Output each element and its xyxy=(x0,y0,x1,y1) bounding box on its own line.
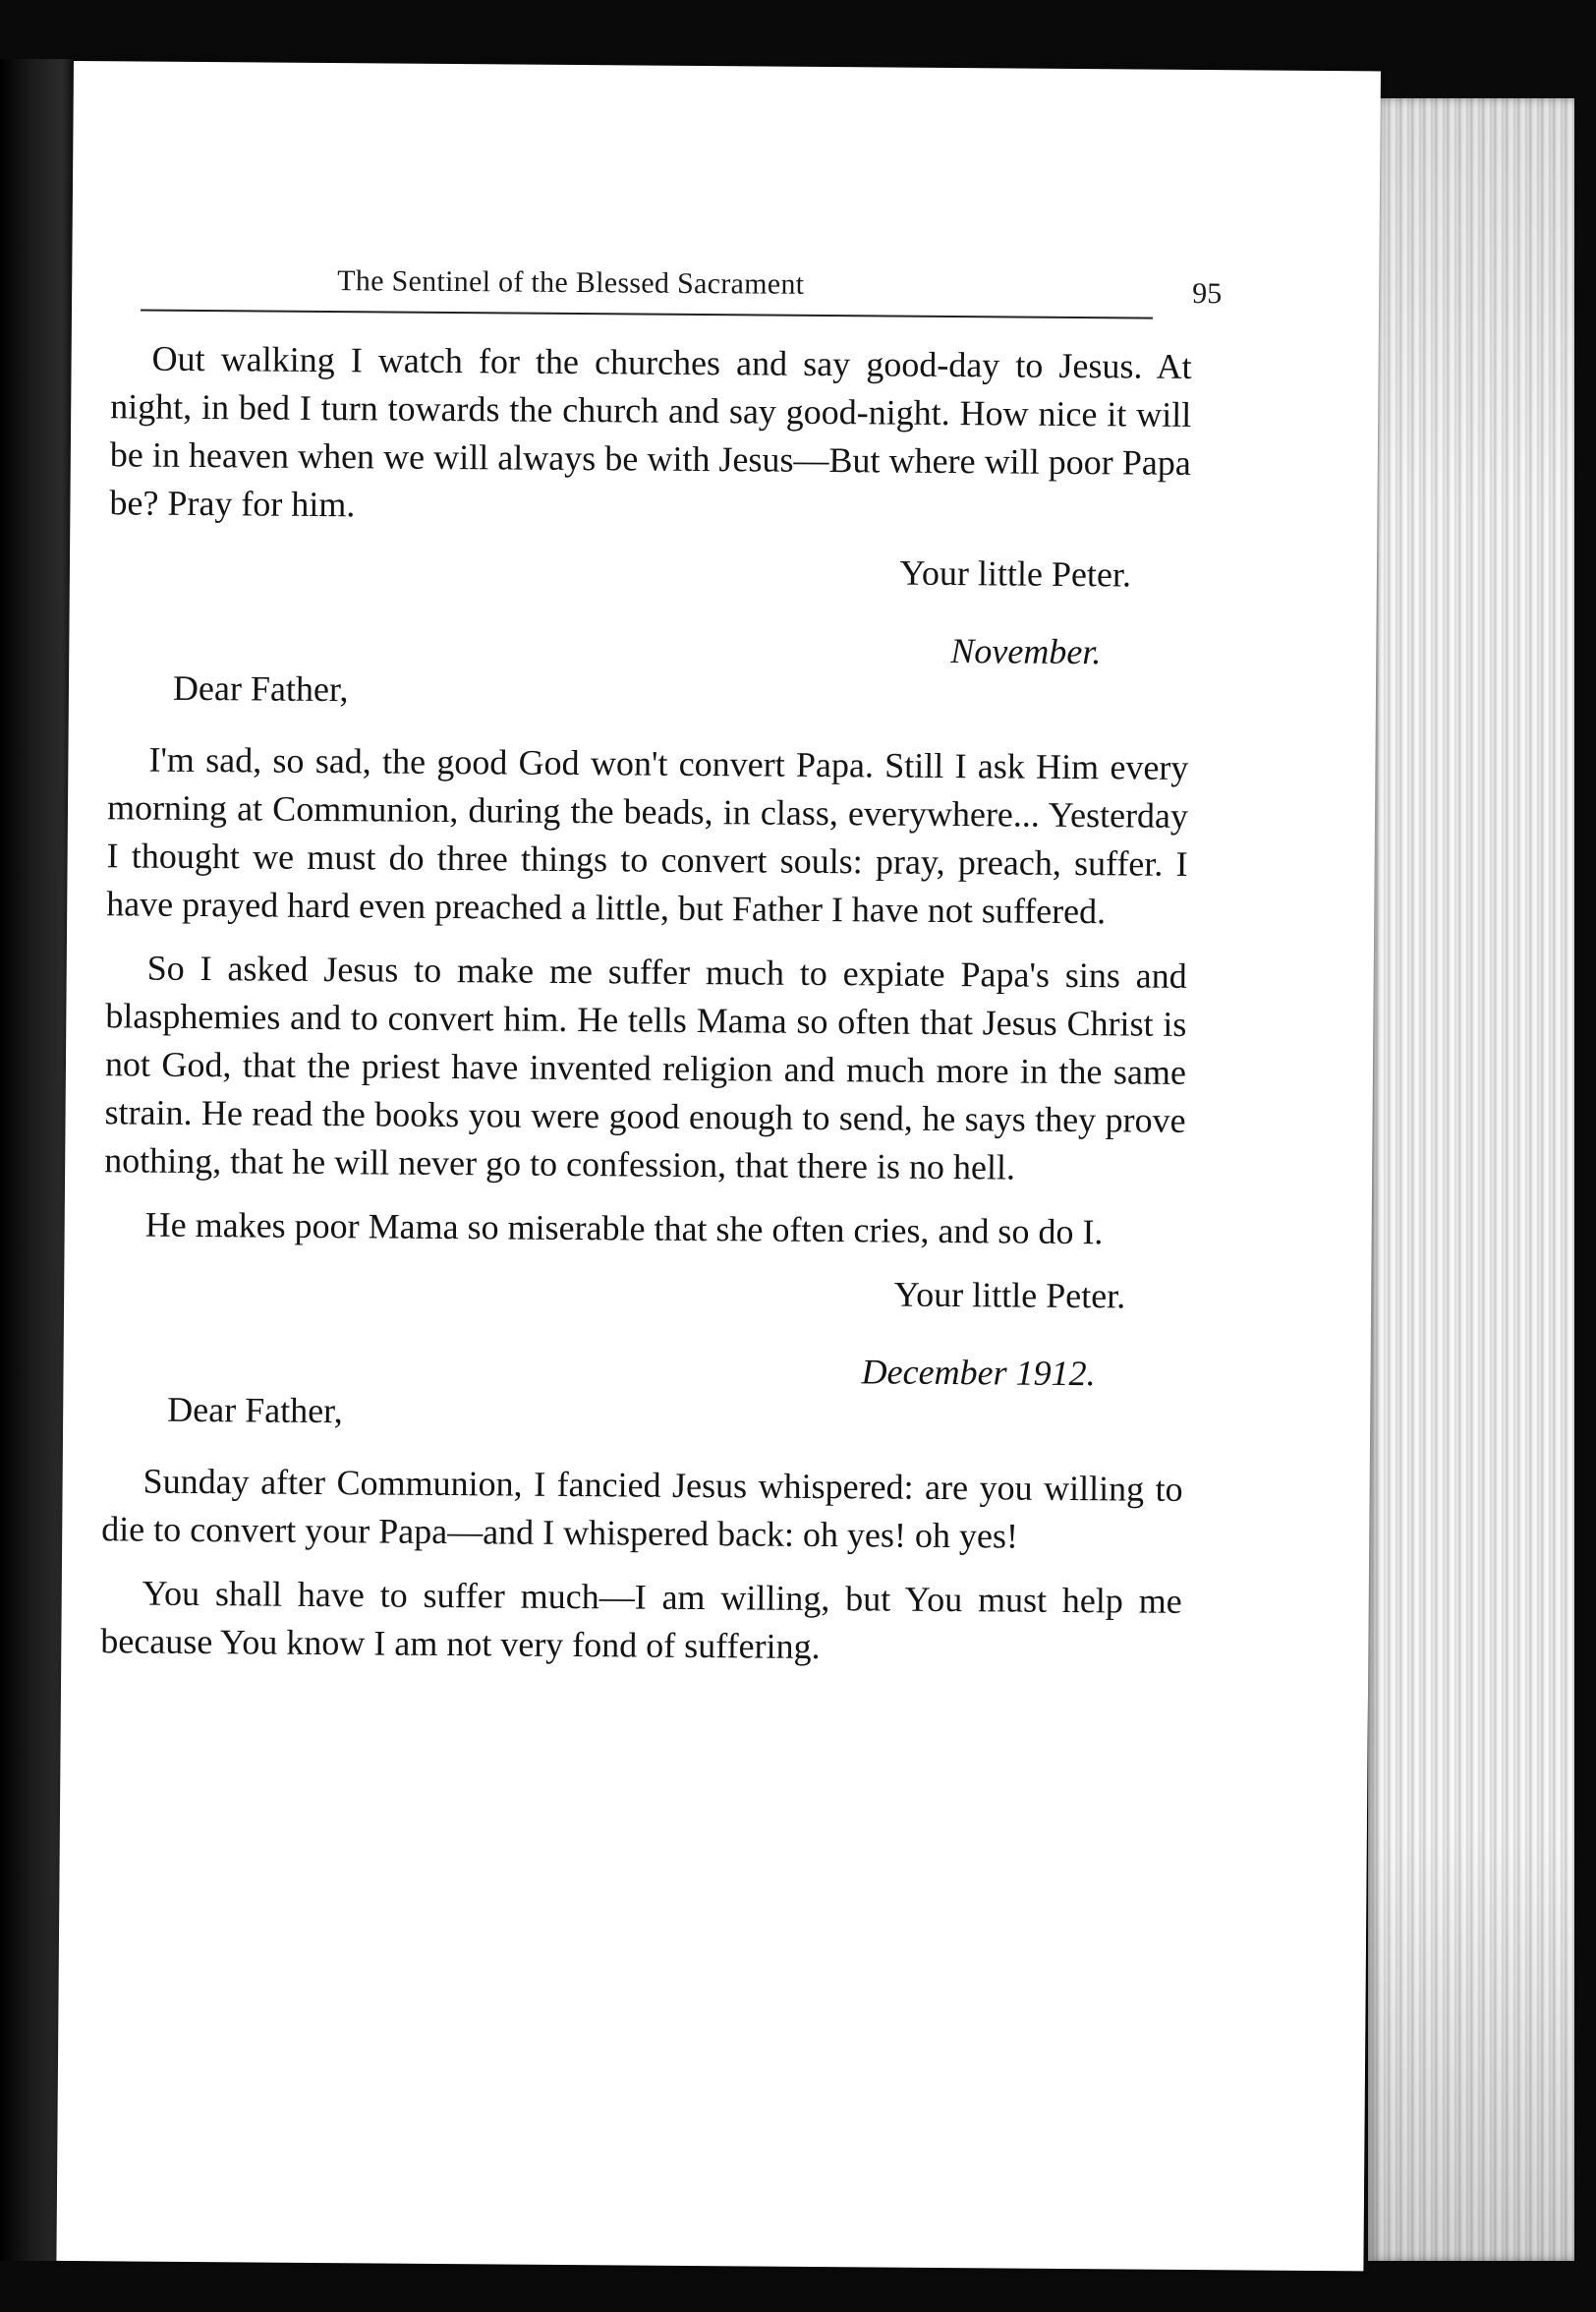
paragraph: I'm sad, so sad, the good God won't convert Papa. Still I ask Him every morning at Communion, during the beads, in class, everywhere... Yesterday I thought we must do three things to convert souls: pray, preach, suffer. I have prayed hard even preached a little, but Father I have not suffered. xyxy=(106,739,1189,932)
paragraph: He makes poor Mama so miserable that she often cries, and so do I. xyxy=(144,1204,1104,1252)
page-number: 95 xyxy=(1192,276,1223,311)
signature: Your little Peter. xyxy=(899,552,1132,595)
salutation: Dear Father, xyxy=(172,667,349,710)
paragraph: Sunday after Communion, I fancied Jesus whispered: are you willing to die to convert your Papa—and I whispered back: oh yes! oh yes! xyxy=(101,1461,1183,1556)
paragraph: You shall have to suffer much—I am willing, but You must help me because You know I am not very fond of suffering. xyxy=(100,1573,1182,1667)
letter-date: November. xyxy=(950,631,1102,672)
page-stack-shading xyxy=(1368,98,1574,2261)
letter-date: December 1912. xyxy=(861,1352,1096,1394)
salutation: Dear Father, xyxy=(167,1389,343,1431)
book-page xyxy=(56,61,1381,2271)
page-text xyxy=(100,334,1192,1690)
paragraph: Out walking I watch for the churches and say good-day to Jesus. At night, in bed I turn towards the church and say good-night. How nice it will be in heaven when we will always be with Jesus—But where will poor Papa be? Pray for him. xyxy=(109,338,1192,525)
paragraph: So I asked Jesus to make me suffer much to expiate Papa's sins and blasphemies and to convert him. He tells Mama so often that Jesus Christ is not God, that the priest have invented religion and much more in the same strain. He read the books you were good enough to send, he says they prove nothing, that he will never go to confession, that there is no hell. xyxy=(104,948,1187,1187)
running-head-title: The Sentinel of the Blessed Sacrament xyxy=(337,264,805,301)
signature: Your little Peter. xyxy=(893,1274,1126,1316)
